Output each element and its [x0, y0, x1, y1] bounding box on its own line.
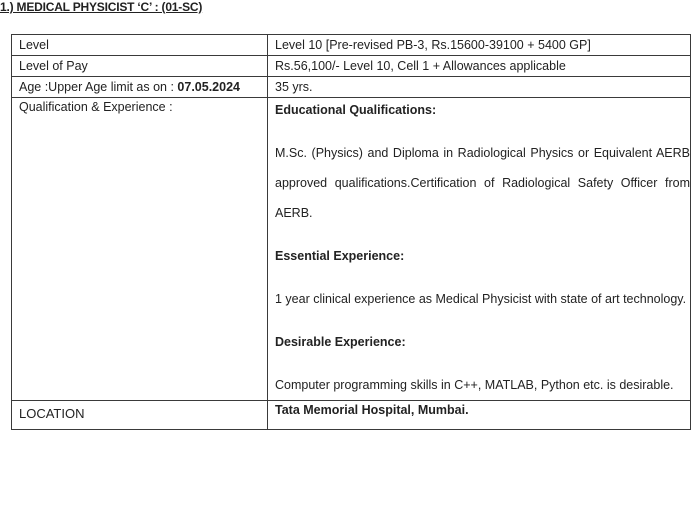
qualification-detail [268, 98, 691, 401]
level-label: Level [12, 35, 268, 56]
post-details-table [11, 34, 691, 430]
essential-text: 1 year clinical experience as Medical Physicist with state of art technology. [275, 292, 687, 306]
table-row-age [12, 77, 691, 98]
age-date: 07.05.2024 [177, 80, 240, 94]
essential-heading: Essential Experience: [275, 249, 405, 263]
table-row-pay [12, 56, 691, 77]
location-label: LOCATION [12, 401, 268, 430]
table-row-location [12, 401, 691, 430]
qualification-label: Qualification & Experience : [12, 98, 268, 401]
post-heading: 1.) MEDICAL PHYSICIST ‘C’ : (01-SC) [0, 0, 203, 14]
age-value: 35 yrs. [268, 77, 691, 98]
educational-heading: Educational Qualifications: [275, 103, 437, 117]
table-row-qualification [12, 98, 691, 401]
pay-value: Rs.56,100/- Level 10, Cell 1 + Allowances applicable [268, 56, 691, 77]
educational-text: M.Sc. (Physics) and Diploma in Radiological Physics or Equivalent AERB approved qualifications.Certification of Radiological Safety Officer from AERB. [275, 146, 690, 220]
age-label-cell [12, 77, 268, 98]
location-value: Tata Memorial Hospital, Mumbai. [268, 401, 691, 430]
level-value: Level 10 [Pre-revised PB-3, Rs.15600-39100 + 5400 GP] [268, 35, 691, 56]
desirable-heading: Desirable Experience: [275, 335, 406, 349]
pay-label: Level of Pay [12, 56, 268, 77]
desirable-text: Computer programming skills in C++, MATLAB, Python etc. is desirable. [275, 378, 674, 392]
table-row-level [12, 35, 691, 56]
age-label: Age :Upper Age limit as on : [19, 80, 178, 94]
